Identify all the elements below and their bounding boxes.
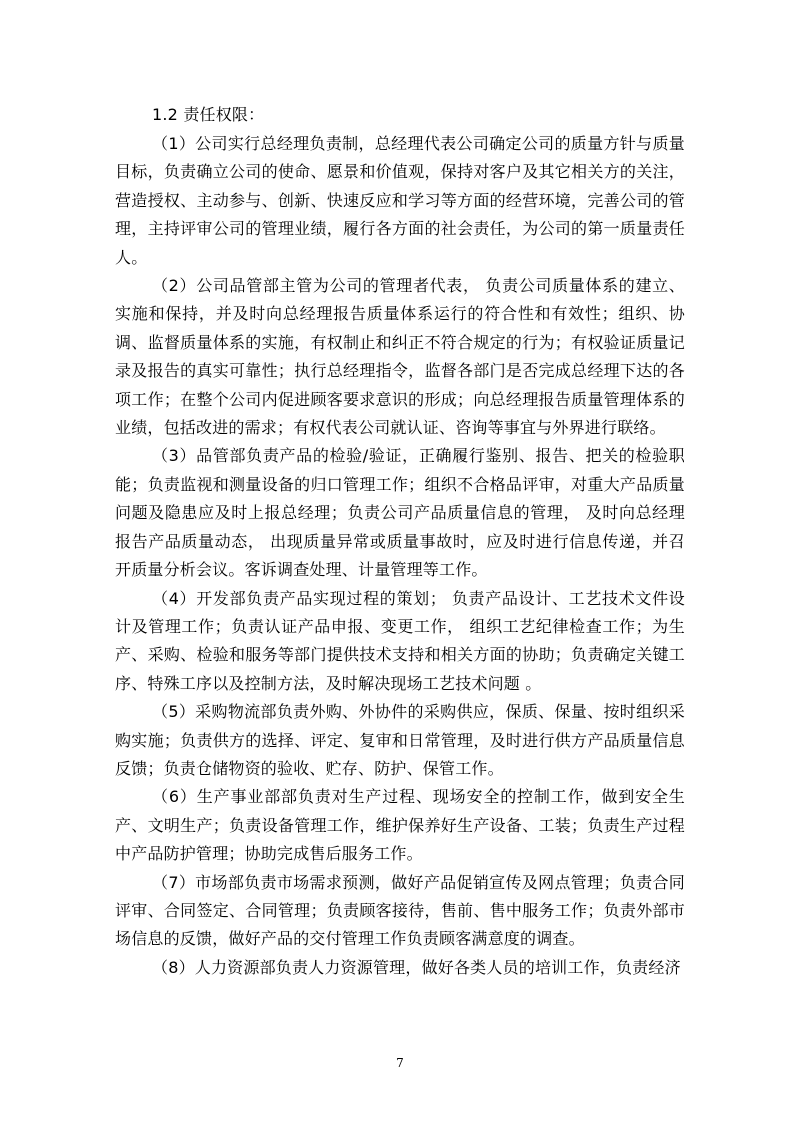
paragraph-3: （3）品管部负责产品的检验/验证，正确履行鉴别、报告、把关的检验职能；负责监视和测量设备的归口管理工作；组织不合格品评审，对重大产品质量问题及隐患应及时上报总经理；负责公司产品质量信息的管理， 及时向总经理报告产品质量动态， 出现质量异常或质量事故时，应及时进行信息传递，并召开质量分析会议。客诉调查处理、计量管理等工作。 — [115, 446, 685, 580]
paragraph-6: （6）生产事业部部负责对生产过程、现场安全的控制工作，做到安全生产、文明生产；负责设备管理工作，维护保养好生产设备、工装；负责生产过程中产品防护管理；协助完成售后服务工作。 — [115, 787, 685, 864]
paragraph-1: （1）公司实行总经理负责制，总经理代表公司确定公司的质量方针与质量目标，负责确立公司的使命、愿景和价值观，保持对客户及其它相关方的关注，营造授权、主动参与、创新、快速反应和学习等方面的经营环境，完善公司的管理，主持评审公司的管理业绩，履行各方面的社会责任，为公司的第一质量责任人。 — [115, 134, 685, 267]
paragraph-4: （4）开发部负责产品实现过程的策划； 负责产品设计、工艺技术文件设计及管理工作；负责认证产品申报、变更工作， 组织工艺纪律检查工作；为生产、采购、检验和服务等部门提供技术支持和相关方面的协助；负责确定关键工序、特殊工序以及控制方法，及时解决现场工艺技术问题 。 — [115, 588, 685, 693]
page-number: 7 — [396, 1056, 404, 1070]
paragraph-7: （7）市场部负责市场需求预测，做好产品促销宣传及网点管理；负责合同评审、合同签定、合同管理；负责顾客接待，售前、售中服务工作；负责外部市场信息的反馈，做好产品的交付管理工作负责顾客满意度的调查。 — [115, 872, 685, 949]
paragraph-2: （2）公司品管部主管为公司的管理者代表， 负责公司质量体系的建立、实施和保持，并及时向总经理报告质量体系运行的符合性和有效性；组织、协调、监督质量体系的实施，有权制止和纠正不符合规定的行为；有权验证质量记录及报告的真实可靠性；执行总经理指令，监督各部门是否完成总经理下达的各项工作；在整个公司内促进顾客要求意识的形成；向总经理报告质量管理体系的业绩，包括改进的需求；有权代表公司就认证、咨询等事宜与外界进行联络。 — [115, 276, 685, 438]
document-body — [115, 99, 685, 982]
section-heading: 1.2 责任权限： — [152, 105, 265, 124]
paragraph-5: （5）采购物流部负责外购、外协件的采购供应，保质、保量、按时组织采购实施；负责供方的选择、评定、复审和日常管理，及时进行供方产品质量信息反馈；负责仓储物资的验收、贮存、防护、保管工作。 — [115, 702, 685, 778]
paragraph-8: （8）人力资源部负责人力资源管理，做好各类人员的培训工作，负责经济 — [152, 957, 681, 977]
